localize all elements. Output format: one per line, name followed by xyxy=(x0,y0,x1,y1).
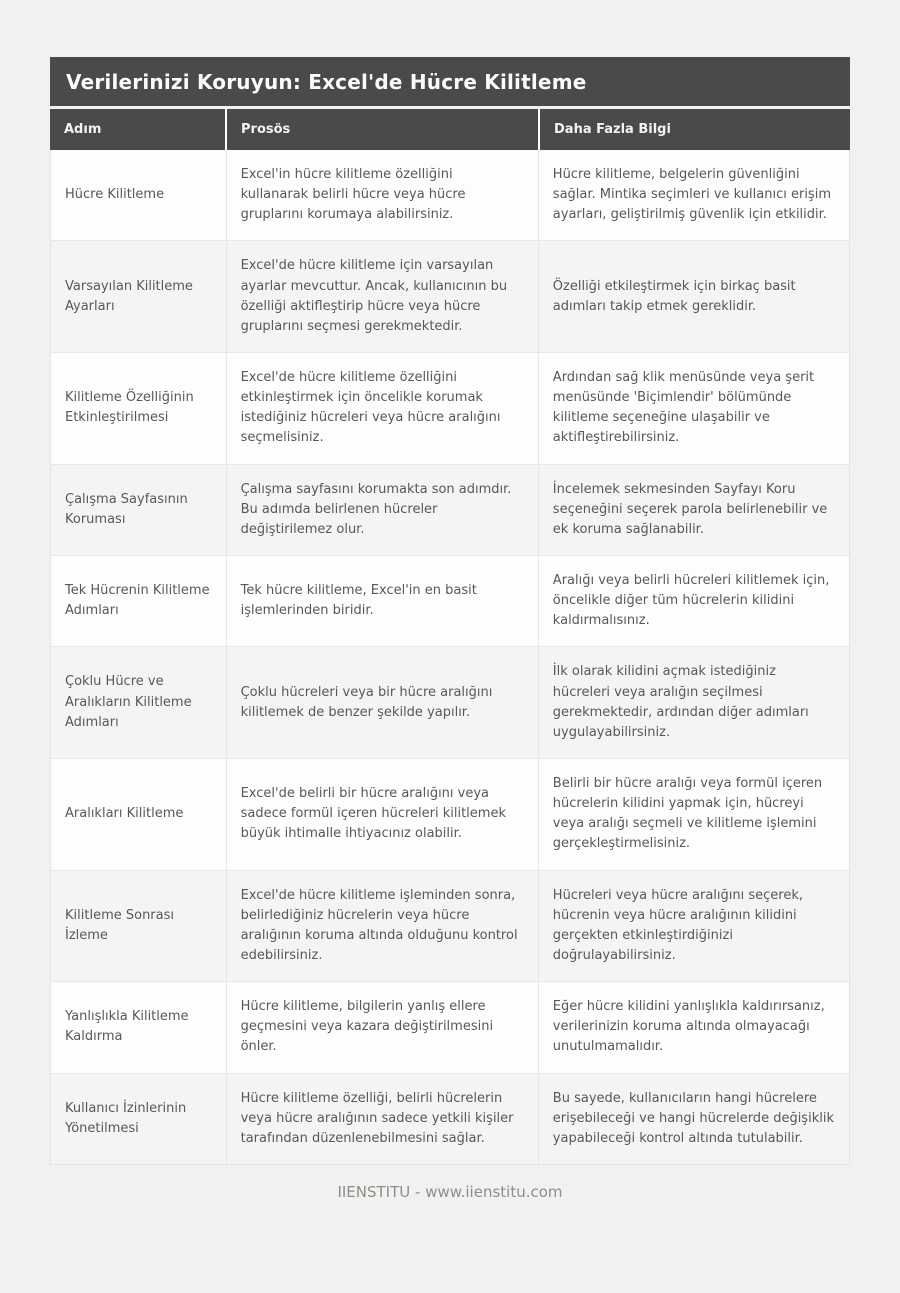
info-text: Özelliği etkileştirmek için birkaç basit adımları takip etmek gereklidir. xyxy=(552,278,796,314)
process-cell xyxy=(226,647,538,758)
process-text: Çalışma sayfasını korumakta son adımdır. Bu adımda belirlenen hücreler değiştirilemez olur. xyxy=(240,481,512,537)
process-text: Hücre kilitleme, bilgilerin yanlış ellere geçmesini veya kazara değiştirilmesini önler. xyxy=(240,999,494,1055)
table-row xyxy=(51,870,849,982)
process-cell xyxy=(226,871,538,982)
process-text: Hücre kilitleme özelliği, belirli hücrelerin veya hücre aralığının sadece yetkili kişiler tarafından düzenlenebilmesini sağlar. xyxy=(240,1090,514,1146)
info-cell xyxy=(538,871,849,982)
step-cell xyxy=(51,1074,226,1164)
column-header-info: Daha Fazla Bilgi xyxy=(538,109,850,150)
info-text: İncelemek sekmesinden Sayfayı Koru seçeneğini seçerek parola belirlenebilir ve ek koruma sağlanabilir. xyxy=(552,481,828,537)
step-cell xyxy=(51,759,226,870)
info-cell xyxy=(538,241,849,352)
process-text: Excel'de hücre kilitleme için varsayılan ayarlar mevcuttur. Ancak, kullanıcının bu özelliği aktifleştirip hücre veya hücre gruplarını seçmesi gerekmektedir. xyxy=(240,258,508,334)
info-cell xyxy=(538,353,849,464)
process-cell xyxy=(226,465,538,555)
step-label: Kilitleme Özelliğinin Etkinleştirilmesi xyxy=(65,390,194,426)
step-label: Tek Hücrenin Kilitleme Adımları xyxy=(65,583,210,619)
step-label: Kullanıcı İzinlerinin Yönetilmesi xyxy=(65,1100,187,1136)
table-row xyxy=(51,352,849,464)
column-header-process: Prosös xyxy=(225,109,538,150)
step-cell xyxy=(51,150,226,240)
process-text: Excel'de hücre kilitleme özelliğini etkinleştirmek için öncelikle korumak istediğiniz hücreleri veya hücre aralığını seçmelisiniz. xyxy=(240,369,501,446)
column-header-step: Adım xyxy=(64,122,102,137)
info-text: Hücreleri veya hücre aralığını seçerek, hücrenin veya hücre aralığının kilidini gerçekten etkinleştirdiğinizi doğrulayabilirsiniz. xyxy=(552,887,803,963)
info-text: Bu sayede, kullanıcıların hangi hücrelere erişebileceği ve hangi hücrelerde değişiklik yapabileceği kontrol altında tutulabilir. xyxy=(552,1090,834,1146)
step-cell xyxy=(51,871,226,982)
info-cell xyxy=(538,465,849,555)
step-cell xyxy=(51,556,226,646)
process-cell xyxy=(226,556,538,646)
table-header-row xyxy=(50,109,850,150)
process-cell xyxy=(226,150,538,240)
table-row xyxy=(51,646,849,758)
process-text: Excel'in hücre kilitleme özelliğini kullanarak belirli hücre veya hücre gruplarını korumaya alabilirsiniz. xyxy=(240,167,466,223)
step-label: Yanlışlıkla Kilitleme Kaldırma xyxy=(65,1009,189,1045)
step-label: Aralıkları Kilitleme xyxy=(65,806,184,822)
step-cell xyxy=(51,647,226,758)
info-text: Eğer hücre kilidini yanlışlıkla kaldırırsanız, verilerinizin koruma altında olmayacağı unutulmamalıdır. xyxy=(552,999,825,1055)
info-text: Ardından sağ klik menüsünde veya şerit menüsünde 'Biçimlendir' bölümünde kilitleme seçeneğine ulaşabilir ve aktifleştirebilirsiniz. xyxy=(552,369,815,446)
process-text: Çoklu hücreleri veya bir hücre aralığını kilitlemek de benzer şekilde yapılır. xyxy=(240,684,493,720)
process-cell xyxy=(226,982,538,1072)
info-cell xyxy=(538,647,849,758)
process-cell xyxy=(226,759,538,870)
info-cell xyxy=(538,556,849,646)
table-row xyxy=(51,981,849,1072)
step-label: Çoklu Hücre ve Aralıkların Kilitleme Adımları xyxy=(65,674,192,730)
table-body xyxy=(50,150,850,1165)
process-text: Tek hücre kilitleme, Excel'in en basit işlemlerinden biridir. xyxy=(240,583,477,619)
info-text: İlk olarak kilidini açmak istediğiniz hücreleri veya aralığın seçilmesi gerekmektedir, ardından diğer adımları uygulayabilirsiniz. xyxy=(552,664,809,740)
info-cell xyxy=(538,759,849,870)
step-cell xyxy=(51,465,226,555)
table-row xyxy=(51,240,849,352)
info-cell xyxy=(538,982,849,1072)
info-cell xyxy=(538,150,849,240)
page-title: Verilerinizi Koruyun: Excel'de Hücre Kilitleme xyxy=(50,57,850,106)
step-cell xyxy=(51,982,226,1072)
process-cell xyxy=(226,1074,538,1164)
table-row xyxy=(51,464,849,555)
process-text: Excel'de hücre kilitleme işleminden sonra, belirlediğiniz hücrelerin veya hücre aralığının koruma altında olduğunu kontrol edebilirsiniz. xyxy=(240,887,518,963)
step-label: Hücre Kilitleme xyxy=(65,187,165,203)
table-row xyxy=(51,150,849,240)
content-card xyxy=(50,57,850,1165)
table-row xyxy=(51,1073,849,1164)
step-label: Çalışma Sayfasının Koruması xyxy=(65,491,188,527)
step-label: Kilitleme Sonrası İzleme xyxy=(65,907,175,943)
footer-text: IIENSTITU - www.iienstitu.com xyxy=(337,1182,563,1201)
process-cell xyxy=(226,241,538,352)
process-cell xyxy=(226,353,538,464)
info-text: Belirli bir hücre aralığı veya formül içeren hücrelerin kilidini yapmak için, hücreyi veya aralığı seçmeli ve kilitleme işlemini gerçekleştirmelisiniz. xyxy=(552,775,823,852)
step-label: Varsayılan Kilitleme Ayarları xyxy=(65,278,193,314)
info-cell xyxy=(538,1074,849,1164)
info-text: Aralığı veya belirli hücreleri kilitlemek için, öncelikle diğer tüm hücrelerin kilidini kaldırmalısınız. xyxy=(552,572,830,629)
table-row xyxy=(51,555,849,646)
info-text: Hücre kilitleme, belgelerin güvenliğini sağlar. Mintika seçimleri ve kullanıcı erişim ayarları, geliştirilmiş güvenlik için etkilidir. xyxy=(552,167,831,223)
table-row xyxy=(51,758,849,870)
process-text: Excel'de belirli bir hücre aralığını veya sadece formül içeren hücreleri kilitlemek büyük ihtimalle ihtiyacınız olabilir. xyxy=(240,786,506,842)
step-cell xyxy=(51,353,226,464)
step-cell xyxy=(51,241,226,352)
